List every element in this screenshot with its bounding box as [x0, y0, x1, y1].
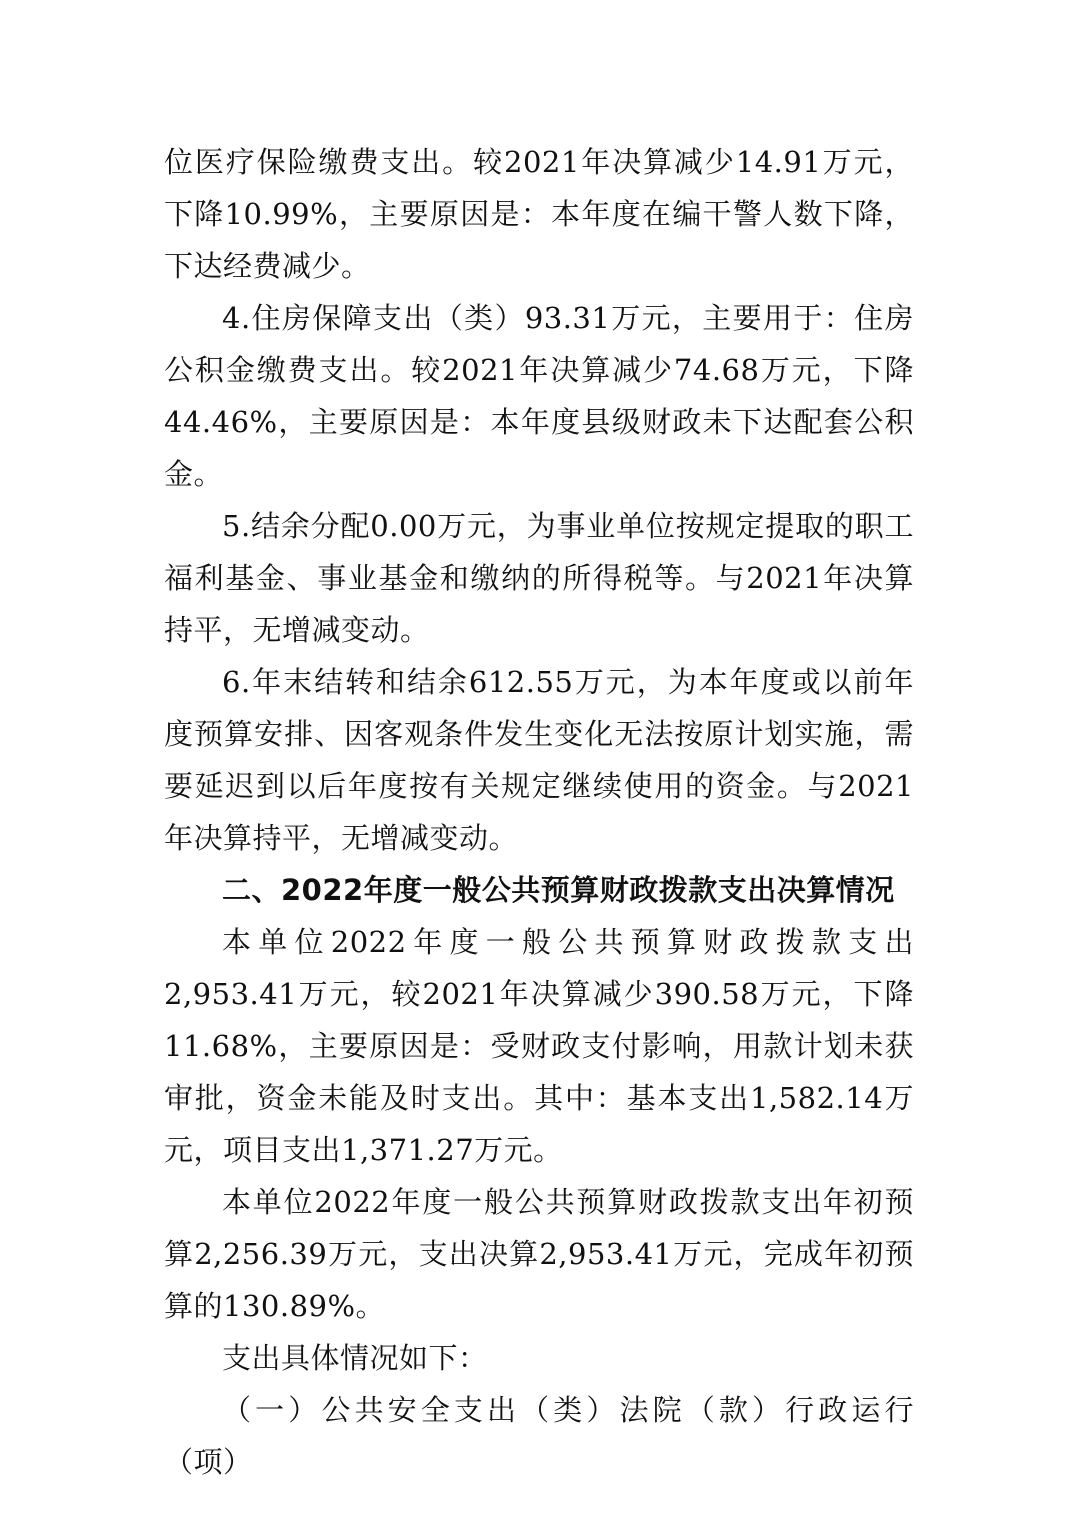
paragraph-fiscal-expenditure: 本单位2022年度一般公共预算财政拨款支出2,953.41万元，较2021年决算减少390.58万元，下降11.68%，主要原因是：受财政支付影响，用款计划未获审批，资金未能及时支出。其中：基本支出1,582.14万元，项目支出1,371.27万元。: [164, 925, 914, 1167]
section-heading: 二、2022年度一般公共预算财政拨款支出决算情况: [222, 873, 895, 907]
paragraph-housing-security: 4.住房保障支出（类）93.31万元，主要用于：住房公积金缴费支出。较2021年决算减少74.68万元，下降44.46%，主要原因是：本年度县级财政未下达配套公积金。: [164, 301, 914, 491]
paragraph-continued-medical-insurance: 位医疗保险缴费支出。较2021年决算减少14.91万元，下降10.99%，主要原因是：本年度在编干警人数下降，下达经费减少。: [164, 145, 914, 283]
document-body: [164, 136, 914, 1488]
paragraph-surplus-distribution: 5.结余分配0.00万元，为事业单位按规定提取的职工福利基金、事业基金和缴纳的所得税等。与2021年决算持平，无增减变动。: [164, 509, 914, 647]
paragraph-initial-budget: 本单位2022年度一般公共预算财政拨款支出年初预算2,256.39万元，支出决算2,953.41万元，完成年初预算的130.89%。: [164, 1185, 914, 1323]
paragraph-year-end-carryover: 6.年末结转和结余612.55万元，为本年度或以前年度预算安排、因客观条件发生变化无法按原计划实施，需要延迟到以后年度按有关规定继续使用的资金。与2021年决算持平，无增减变动。: [164, 665, 914, 855]
paragraph-details-intro: 支出具体情况如下：: [222, 1341, 488, 1375]
paragraph-public-security-item: （一）公共安全支出（类）法院（款）行政运行（项）: [164, 1393, 914, 1479]
